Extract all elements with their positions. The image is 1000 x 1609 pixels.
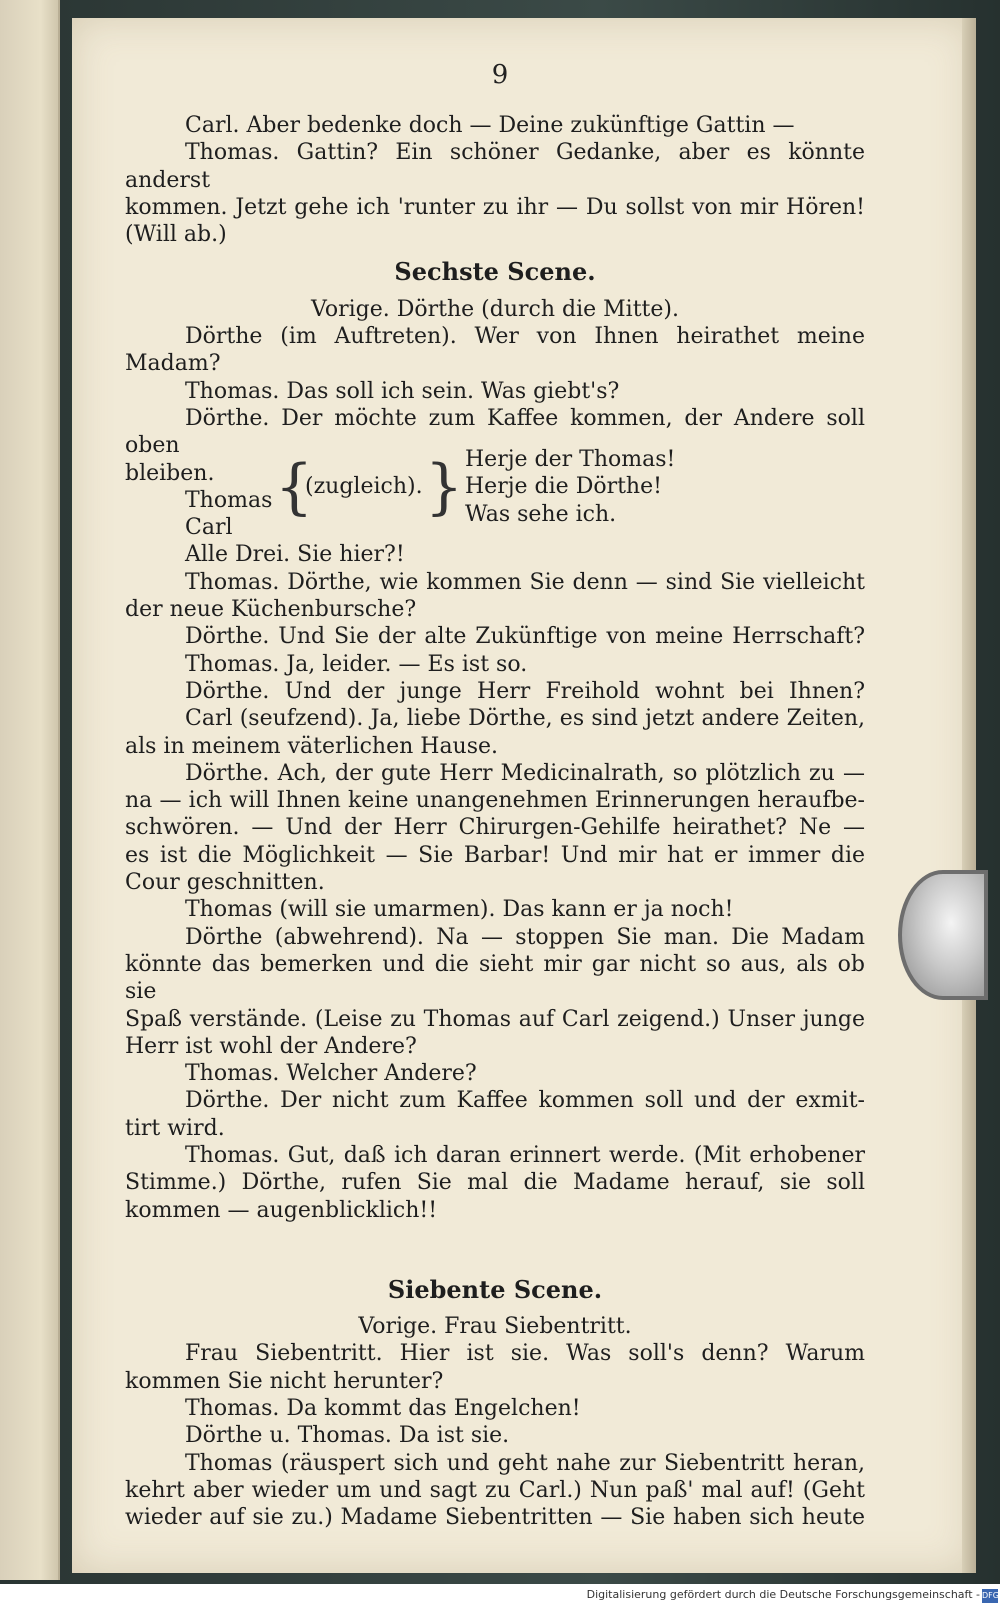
text-line: Dörthe. Und Sie der alte Zukünftige von meine Herrschaft? <box>185 624 865 650</box>
text-line: Cour geschnitten. <box>125 870 325 896</box>
text-line: (Will ab.) <box>125 222 227 248</box>
text-line: Dörthe (abwehrend). Na — stoppen Sie man. Die Madam <box>185 924 865 950</box>
text-line: als in meinem väterlichen Hause. <box>125 733 499 759</box>
text-line: Dörthe. Der nicht zum Kaffee kommen soll und der exmit- <box>185 1088 865 1114</box>
speaker-name: Carl <box>185 515 233 541</box>
page-number: 9 <box>491 60 509 90</box>
scene-heading: Siebente Scene. <box>387 1274 603 1304</box>
text-line: könnte das bemerken und die sieht mir gar nicht so aus, als ob sie <box>125 951 865 1005</box>
text-line: Dörthe. Der möchte zum Kaffee kommen, der Andere soll <box>185 405 865 431</box>
speaker-name: Thomas <box>185 487 273 513</box>
text-line: kommen Sie nicht herunter? <box>125 1368 444 1394</box>
text-line: Thomas. Gattin? Ein schöner Gedanke, aber es könnte anderst <box>125 140 865 193</box>
text-line: Thomas. Ja, leider. — Es ist so. <box>185 651 528 677</box>
text-line: kehrt aber wieder um und sagt zu Carl.) Nun paß' mal auf! (Geht <box>125 1477 865 1503</box>
text-line: Dörthe u. Thomas. Da ist sie. <box>185 1423 510 1449</box>
text-line: Thomas. Das soll ich sein. Was giebt's? <box>185 378 620 404</box>
dfg-credit: Digitalisierung gefördert durch die Deutsche Forschungsgemeinschaft - <box>586 1588 980 1601</box>
text-line: schwören. — Und der Herr Chirurgen-Gehilfe heirathet? Ne — <box>125 815 865 841</box>
text-line: Herr ist wohl der Andere? <box>125 1033 417 1059</box>
page-clip-icon <box>898 870 988 1000</box>
text-line: na — ich will Ihnen keine unangenehmen Erinnerungen heraufbe- <box>125 788 865 814</box>
text-line: Dörthe. Und der junge Herr Freihold wohnt bei Ihnen? <box>185 678 865 704</box>
scene-heading: Sechste Scene. <box>394 257 596 287</box>
page-edge <box>962 18 976 1573</box>
text-line: der neue Küchenbursche? <box>125 597 417 623</box>
simultaneous-lines: oben bleiben. Thomas Carl { (zugleich). } Herje der Thomas! Herje die Dörthe! Was sehe ich. <box>125 433 676 541</box>
text-line: Dörthe (im Auftreten). Wer von Ihnen heirathet meine <box>185 324 865 350</box>
text-line: kommen — augenblicklich!! <box>125 1197 438 1223</box>
text-line: kommen. Jetzt gehe ich 'runter zu ihr — Du sollst von mir Hören! <box>125 194 865 220</box>
facing-page-edge <box>0 0 60 1580</box>
text-line: Thomas. Gut, daß ich daran erinnert werde. (Mit erhobener <box>185 1142 865 1168</box>
text-line: Spaß verstände. (Leise zu Thomas auf Carl zeigend.) Unser junge <box>125 1006 865 1032</box>
text-line: Thomas (will sie umarmen). Das kann er ja noch! <box>185 897 734 923</box>
text-line: oben bleiben. <box>125 433 215 486</box>
page-text <box>125 112 865 1532</box>
text-line: Frau Siebentritt. Hier ist sie. Was soll's denn? Warum <box>185 1341 865 1367</box>
text-line: Was sehe ich. <box>465 501 617 527</box>
text-line: Stimme.) Dörthe, rufen Sie mal die Madame herauf, sie soll <box>125 1170 865 1196</box>
text-line: tirt wird. <box>125 1115 225 1141</box>
stage-direction: (zugleich). <box>305 474 423 500</box>
footer-bar <box>0 1584 1000 1609</box>
text-line: Carl. Aber bedenke doch — Deine zukünftige Gattin — <box>185 113 795 138</box>
text-line: Thomas. Da kommt das Engelchen! <box>185 1396 581 1422</box>
text-line: Vorige. Frau Siebentritt. <box>358 1314 632 1340</box>
text-line: Alle Drei. Sie hier?! <box>185 542 405 568</box>
text-line: Herje die Dörthe! <box>465 474 662 500</box>
text-line: es ist die Möglichkeit — Sie Barbar! Und mir hat er immer die <box>125 842 865 868</box>
text-line: Carl (seufzend). Ja, liebe Dörthe, es sind jetzt andere Zeiten, <box>185 706 865 732</box>
dfg-logo: DFG <box>982 1589 998 1603</box>
text-line: Dörthe. Ach, der gute Herr Medicinalrath, so plötzlich zu — <box>185 760 865 786</box>
text-line: Herje der Thomas! <box>465 446 676 472</box>
text-line: Thomas. Dörthe, wie kommen Sie denn — sind Sie vielleicht <box>185 569 865 595</box>
text-line: Thomas. Welcher Andere? <box>185 1061 477 1087</box>
text-line: Thomas (räuspert sich und geht nahe zur Siebentritt heran, <box>185 1450 865 1476</box>
text-line: wieder auf sie zu.) Madame Siebentritten — Sie haben sich heute <box>125 1505 865 1531</box>
text-line: Madam? <box>125 351 221 377</box>
text-line: Vorige. Dörthe (durch die Mitte). <box>311 296 679 322</box>
